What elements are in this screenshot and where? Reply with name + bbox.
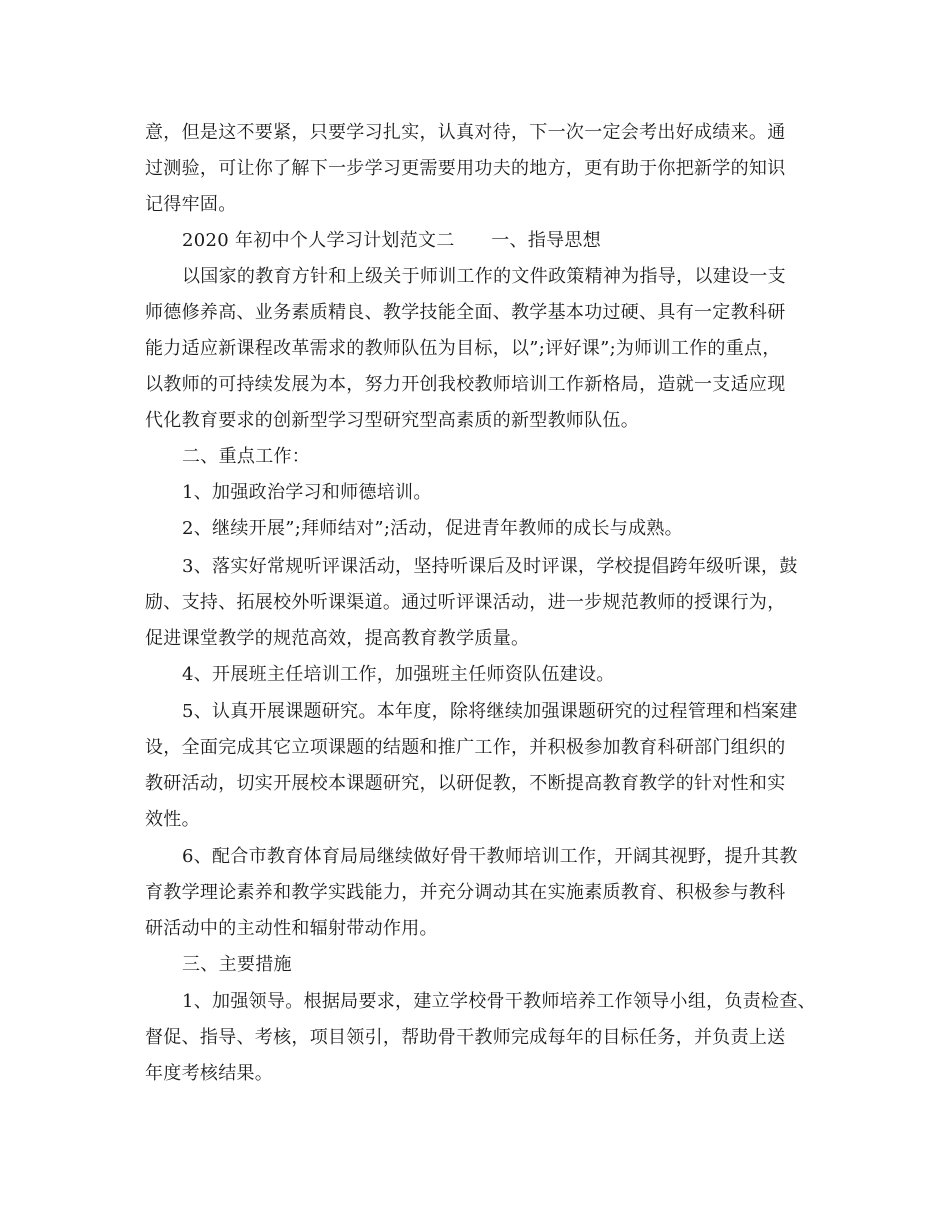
text-line: 励、支持、拓展校外听课渠道。通过听评课活动，进一步规范教师的授课行为， xyxy=(145,592,786,613)
text-line: 过测验，可让你了解下一步学习更需要用功夫的地方，更有助于你把新学的知识 xyxy=(145,158,786,179)
text-line: 设，全面完成其它立项课题的结题和推广工作，并积极参加教育科研部门组织的 xyxy=(145,737,786,758)
list-item: 6、配合市教育体育局局继续做好骨干教师培训工作，开阔其视野，提升其教 xyxy=(182,846,798,867)
text-line: 年度考核结果。 xyxy=(145,1063,274,1084)
text-line: 督促、指导、考核，项目领引，帮助骨干教师完成每年的目标任务，并负责上送 xyxy=(145,1027,786,1048)
text-line: 意，但是这不要紧，只要学习扎实，认真对待，下一次一定会考出好成绩来。通 xyxy=(145,122,786,143)
text-line: 促进课堂教学的规范高效，提高教育教学质量。 xyxy=(145,628,530,649)
list-item: 1、加强领导。根据局要求，建立学校骨干教师培养工作领导小组，负责检查、 xyxy=(182,991,816,1012)
list-item: 3、落实好常规听评课活动，坚持听课后及时评课，学校提倡跨年级听课，鼓 xyxy=(182,556,798,577)
section-heading: 三、主要措施 xyxy=(182,954,292,975)
text-line: 研活动中的主动性和辐射带动作用。 xyxy=(145,918,438,939)
text-line: 师德修养高、业务素质精良、教学技能全面、教学基本功过硬、具有一定教科研 xyxy=(145,302,786,323)
text-line: 育教学理论素养和教学实践能力，并充分调动其在实施素质教育、积极参与教科 xyxy=(145,882,786,903)
list-item: 5、认真开展课题研究。本年度，除将继续加强课题研究的过程管理和档案建 xyxy=(182,701,798,722)
list-item: 1、加强政治学习和师德培训。 xyxy=(182,482,432,503)
text-line: 效性。 xyxy=(145,809,200,830)
text-line: 以国家的教育方针和上级关于师训工作的文件政策精神为指导，以建设一支 xyxy=(182,266,786,287)
text-line: 以教师的可持续发展为本，努力开创我校教师培训工作新格局，造就一支适应现 xyxy=(145,374,786,395)
list-item: 2、继续开展”;拜师结对”;活动，促进青年教师的成长与成熟。 xyxy=(182,518,683,539)
text-line: 记得牢固。 xyxy=(145,194,237,215)
list-item: 4、开展班主任培训工作，加强班主任师资队伍建设。 xyxy=(182,664,615,685)
text-line: 教研活动，切实开展校本课题研究，以研促教，不断提高教育教学的针对性和实 xyxy=(145,773,786,794)
text-line: 能力适应新课程改革需求的教师队伍为目标，以”;评好课”;为师训工作的重点， xyxy=(145,338,781,359)
section-heading: 二、重点工作： xyxy=(182,446,311,467)
text-line: 代化教育要求的创新型学习型研究型高素质的新型教师队伍。 xyxy=(145,410,640,431)
section-heading: 2020 年初中个人学习计划范文二 一、指导思想 xyxy=(182,230,602,251)
